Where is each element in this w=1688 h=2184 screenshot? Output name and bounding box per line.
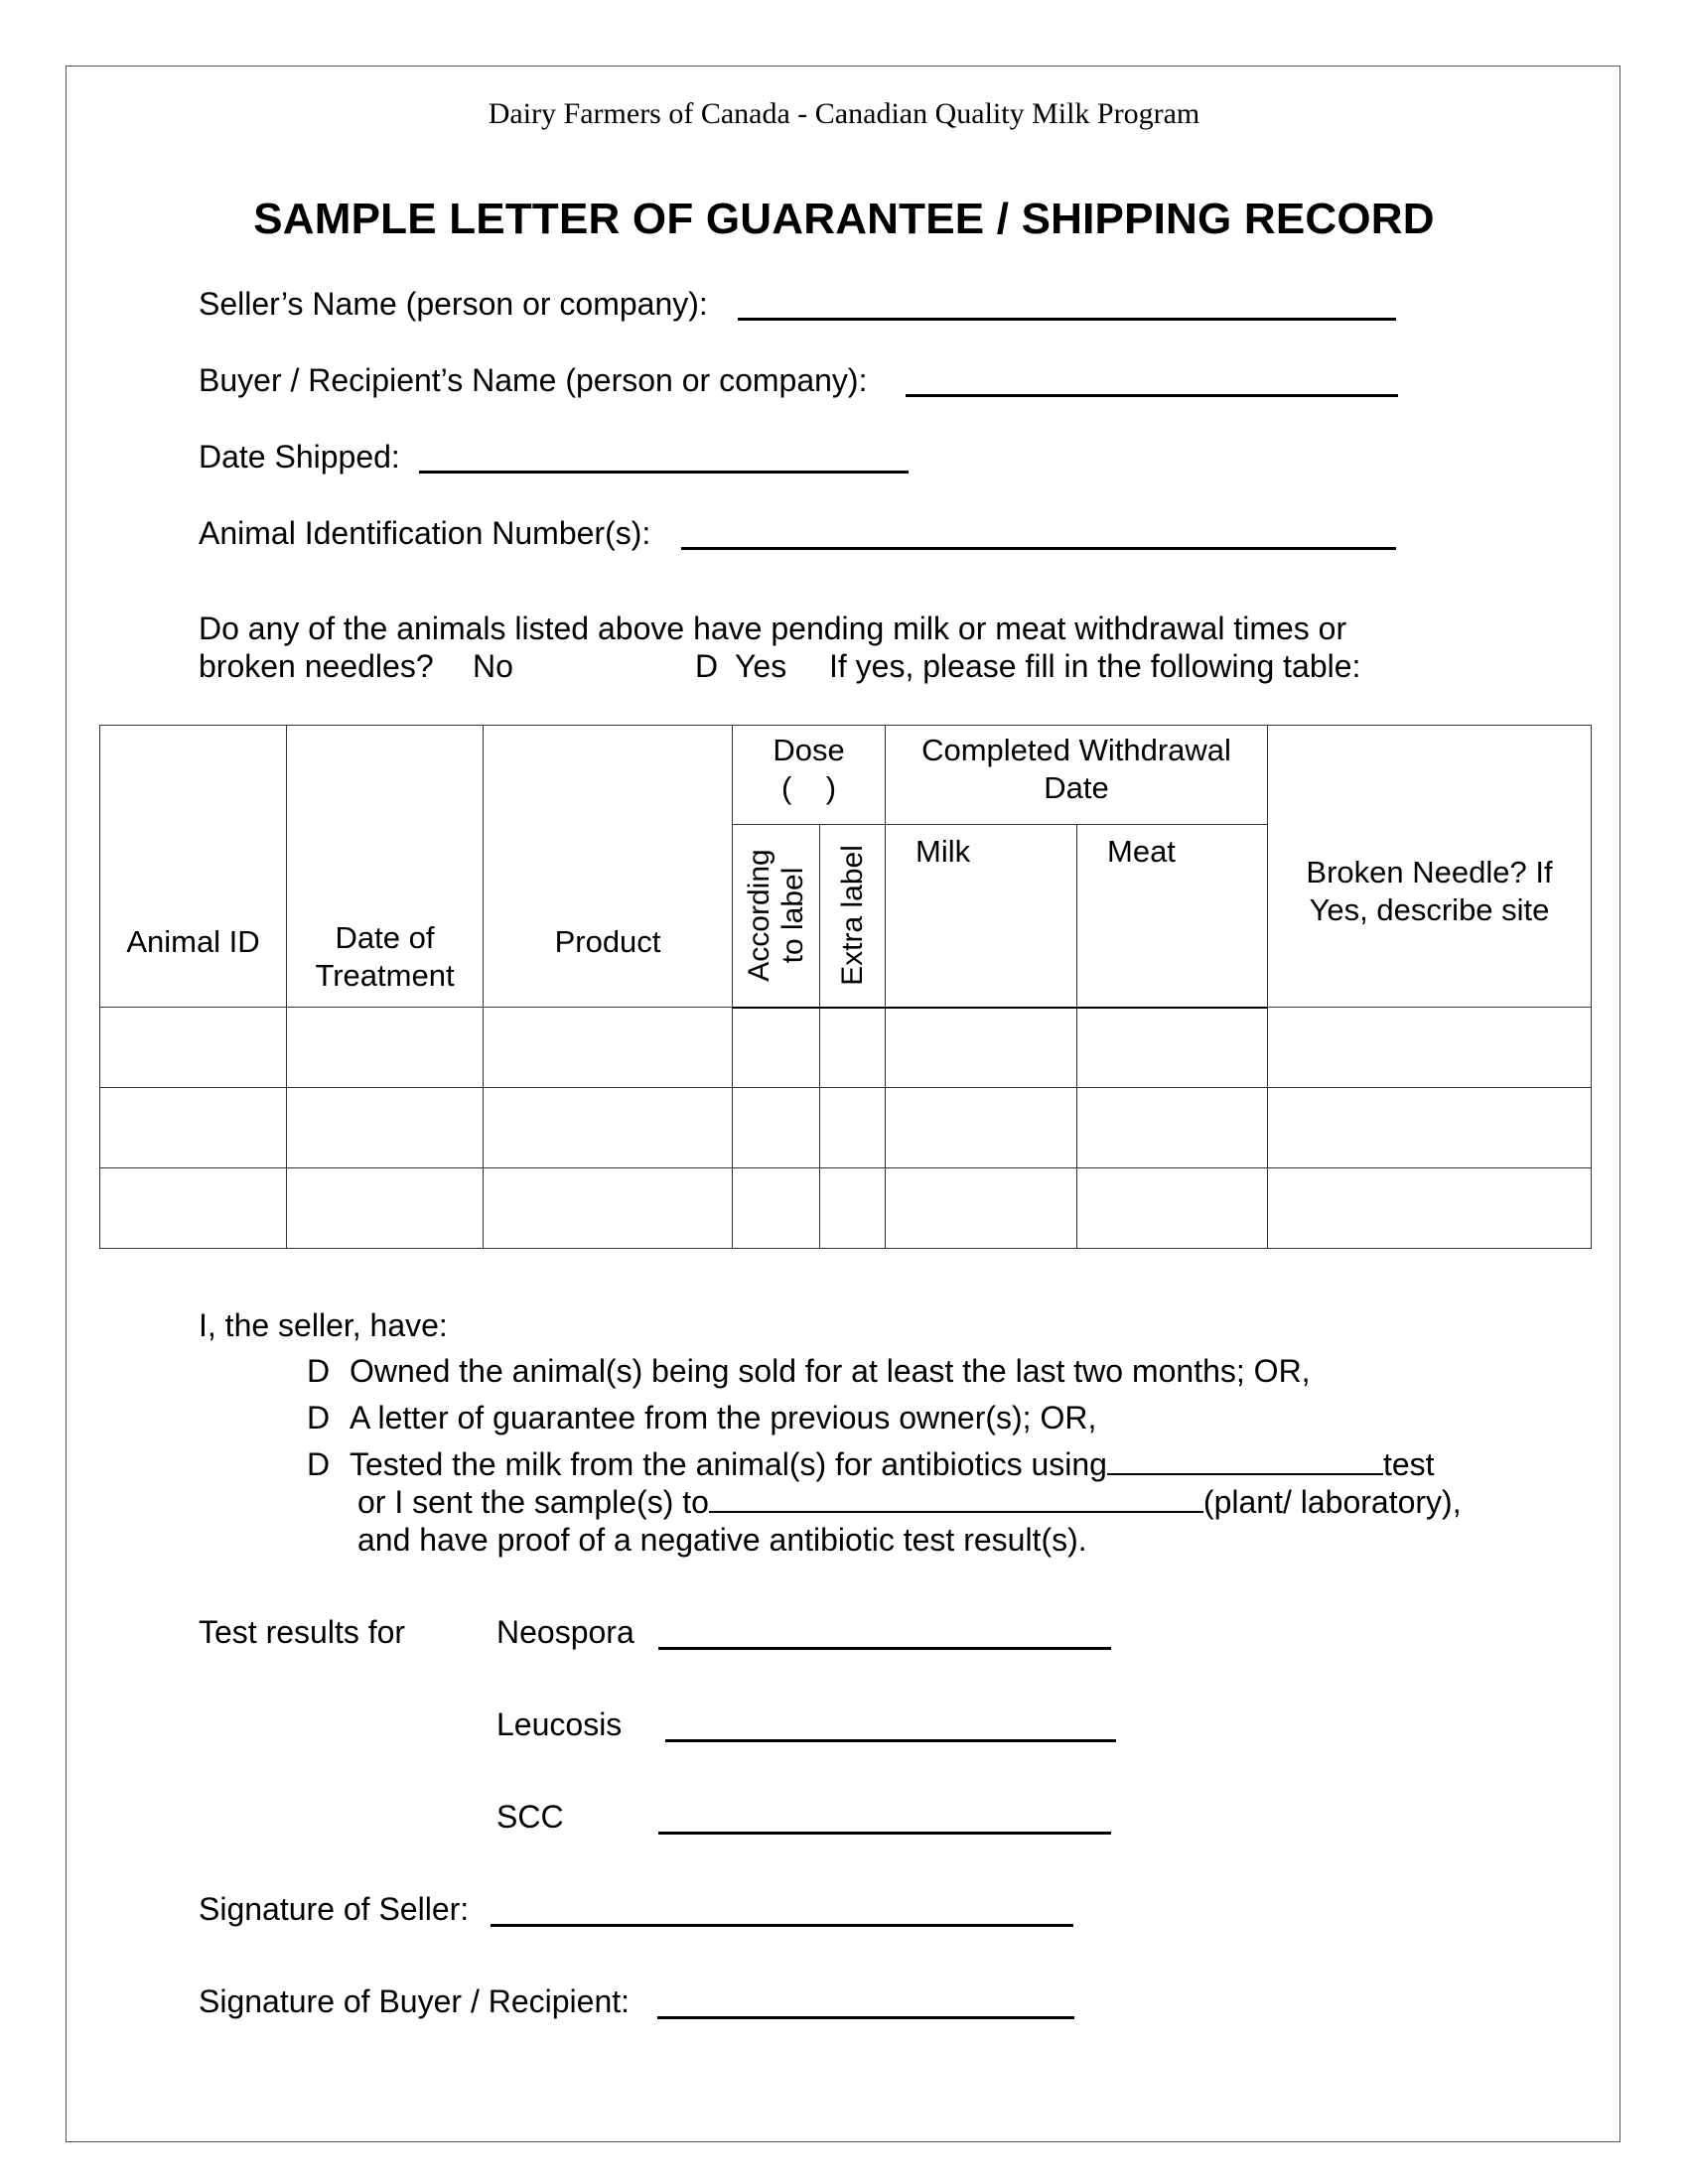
table-row <box>100 1168 1592 1249</box>
page-title: SAMPLE LETTER OF GUARANTEE / SHIPPING RECORD <box>253 195 1435 243</box>
buyer-signature-label: Signature of Buyer / Recipient: <box>199 1983 631 2019</box>
test-results-label: Test results for <box>199 1614 406 1650</box>
header-completed-withdrawal-date: Completed Withdrawal Date <box>886 726 1268 825</box>
table-cell[interactable] <box>886 1088 1077 1168</box>
yes-option: Yes <box>735 648 787 684</box>
option3-text-a: Tested the milk from the animal(s) for antibiotics using <box>350 1446 1107 1482</box>
dose-label: Dose <box>773 733 845 767</box>
table-cell[interactable] <box>820 1088 886 1168</box>
test-name-field[interactable] <box>1107 1447 1383 1475</box>
header-meat: Meat <box>1077 825 1268 1008</box>
header-milk: Milk <box>886 825 1077 1008</box>
buyer-signature-field[interactable] <box>657 2016 1074 2019</box>
seller-signature-field[interactable] <box>491 1924 1073 1927</box>
table-cell[interactable] <box>1268 1008 1592 1088</box>
option2-checkbox[interactable]: D <box>307 1400 331 1435</box>
table-cell[interactable] <box>886 1008 1077 1088</box>
table-cell[interactable] <box>484 1008 733 1088</box>
extra-label-text: Extra label <box>835 845 869 987</box>
table-cell[interactable] <box>1268 1088 1592 1168</box>
date-shipped-field[interactable] <box>419 471 909 474</box>
seller-name-label: Seller’s Name (person or company): <box>199 286 708 322</box>
option3-text-b-line <box>357 1483 1462 1521</box>
table-cell[interactable] <box>100 1168 287 1249</box>
table-row <box>100 1008 1592 1088</box>
withdrawal-question: Do any of the animals listed above have pending milk or meat withdrawal times or <box>199 611 1347 646</box>
seller-statement-intro: I, the seller, have: <box>199 1307 448 1343</box>
table-cell[interactable] <box>733 1168 820 1249</box>
according-to-label-text: According to label <box>742 849 809 982</box>
option3-checkbox[interactable]: D <box>307 1446 331 1482</box>
buyer-name-field[interactable] <box>906 394 1398 397</box>
option3-text-c: and have proof of a negative antibiotic test result(s). <box>357 1522 1087 1558</box>
yes-checkbox[interactable]: D <box>695 648 719 684</box>
option2-text: A letter of guarantee from the previous owner(s); OR, <box>350 1400 1097 1435</box>
header-dose <box>733 726 886 825</box>
header-broken-needle: Broken Needle? If Yes, describe site <box>1268 726 1592 1008</box>
header-date-of-treatment: Date of Treatment <box>287 726 484 1008</box>
table-cell[interactable] <box>1268 1168 1592 1249</box>
table-cell[interactable] <box>287 1008 484 1088</box>
table-cell[interactable] <box>820 1008 886 1088</box>
table-cell[interactable] <box>100 1088 287 1168</box>
scc-label: SCC <box>496 1799 564 1835</box>
option3-text-a-end: test <box>1382 1446 1435 1482</box>
option1-text: Owned the animal(s) being sold for at least the last two months; OR, <box>350 1353 1311 1389</box>
option3-text <box>350 1445 1435 1483</box>
seller-signature-label: Signature of Seller: <box>199 1891 470 1927</box>
header-according-to-label <box>733 825 820 1008</box>
date-shipped-label: Date Shipped: <box>199 439 400 475</box>
table-cell[interactable] <box>733 1008 820 1088</box>
table-cell[interactable] <box>1077 1168 1268 1249</box>
no-option[interactable]: No <box>473 648 513 684</box>
leucosis-field[interactable] <box>665 1739 1116 1742</box>
option3-text-b-end: (plant/ laboratory), <box>1202 1484 1462 1520</box>
table-cell[interactable] <box>287 1168 484 1249</box>
header-animal-id: Animal ID <box>100 726 287 1008</box>
table-cell[interactable] <box>886 1168 1077 1249</box>
buyer-name-label: Buyer / Recipient’s Name (person or company): <box>199 362 868 398</box>
withdrawal-table <box>99 725 1592 1249</box>
program-header: Dairy Farmers of Canada - Canadian Quality Milk Program <box>488 97 1200 130</box>
table-cell[interactable] <box>100 1008 287 1088</box>
neospora-field[interactable] <box>658 1647 1111 1650</box>
neospora-label: Neospora <box>496 1614 634 1650</box>
animal-ids-label: Animal Identification Number(s): <box>199 515 651 551</box>
broken-needles-question: broken needles? <box>199 648 434 684</box>
seller-name-field[interactable] <box>738 318 1396 321</box>
laboratory-field[interactable] <box>709 1485 1203 1513</box>
table-instruction: If yes, please fill in the following table: <box>829 648 1361 684</box>
table-cell[interactable] <box>484 1088 733 1168</box>
table-cell[interactable] <box>484 1168 733 1249</box>
animal-ids-field[interactable] <box>681 547 1396 550</box>
table-cell[interactable] <box>287 1088 484 1168</box>
table-cell[interactable] <box>733 1088 820 1168</box>
dose-unit: ( ) <box>780 770 837 805</box>
option1-checkbox[interactable]: D <box>307 1353 331 1389</box>
scc-field[interactable] <box>658 1832 1111 1835</box>
table-cell[interactable] <box>820 1168 886 1249</box>
header-product: Product <box>484 726 733 1008</box>
leucosis-label: Leucosis <box>496 1706 623 1742</box>
table-row <box>100 1088 1592 1168</box>
option3-text-b: or I sent the sample(s) to <box>357 1484 709 1520</box>
table-cell[interactable] <box>1077 1008 1268 1088</box>
header-extra-label <box>820 825 886 1008</box>
table-cell[interactable] <box>1077 1088 1268 1168</box>
